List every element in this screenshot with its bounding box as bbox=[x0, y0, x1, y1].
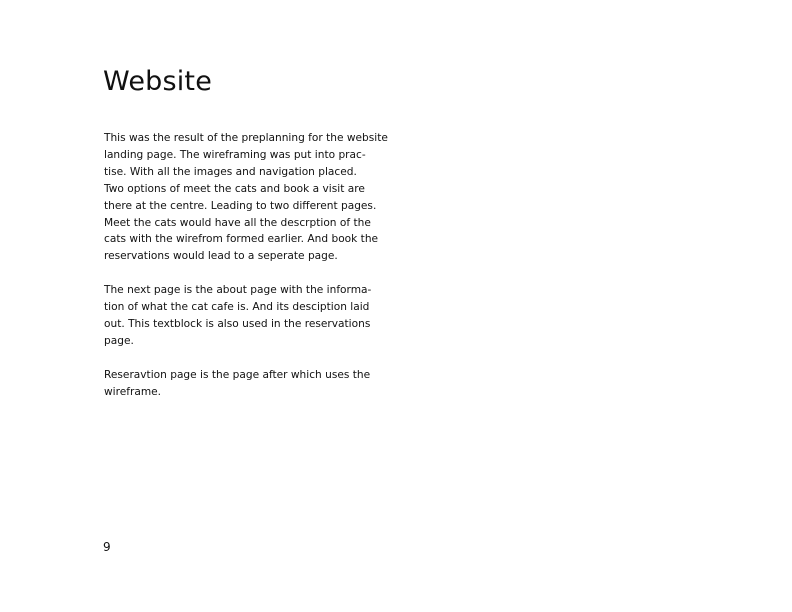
text-line: reservations would lead to a seperate page. bbox=[104, 250, 338, 263]
paragraph-website-summary bbox=[104, 130, 404, 265]
text-line: tion of what the cat cafe is. And its desciption laid bbox=[104, 301, 370, 314]
text-line: landing page. The wireframing was put into prac- bbox=[104, 148, 366, 161]
text-line: The next page is the about page with the informa- bbox=[104, 284, 372, 297]
text-line: cats with the wirefrom formed earlier. And book the bbox=[104, 233, 379, 246]
text-line: wireframe. bbox=[104, 385, 162, 398]
page-number: 9 bbox=[103, 540, 111, 554]
text-line: Reseravtion page is the page after which uses the bbox=[104, 368, 371, 381]
text-line: out. This textblock is also used in the reservations bbox=[104, 318, 371, 331]
text-line: Meet the cats would have all the descrption of the bbox=[104, 216, 371, 229]
text-line: there at the centre. Leading to two different pages. bbox=[104, 199, 377, 212]
paragraph-reservation-page bbox=[104, 367, 404, 401]
paragraph-about-page bbox=[104, 282, 404, 350]
page-title: Website bbox=[103, 66, 213, 97]
text-line: page. bbox=[104, 334, 134, 347]
text-line: tise. With all the images and navigation placed. bbox=[104, 165, 357, 178]
text-line: This was the result of the preplanning for the website bbox=[104, 132, 388, 144]
text-line: Two options of meet the cats and book a visit are bbox=[104, 182, 365, 195]
body-text bbox=[104, 130, 404, 418]
